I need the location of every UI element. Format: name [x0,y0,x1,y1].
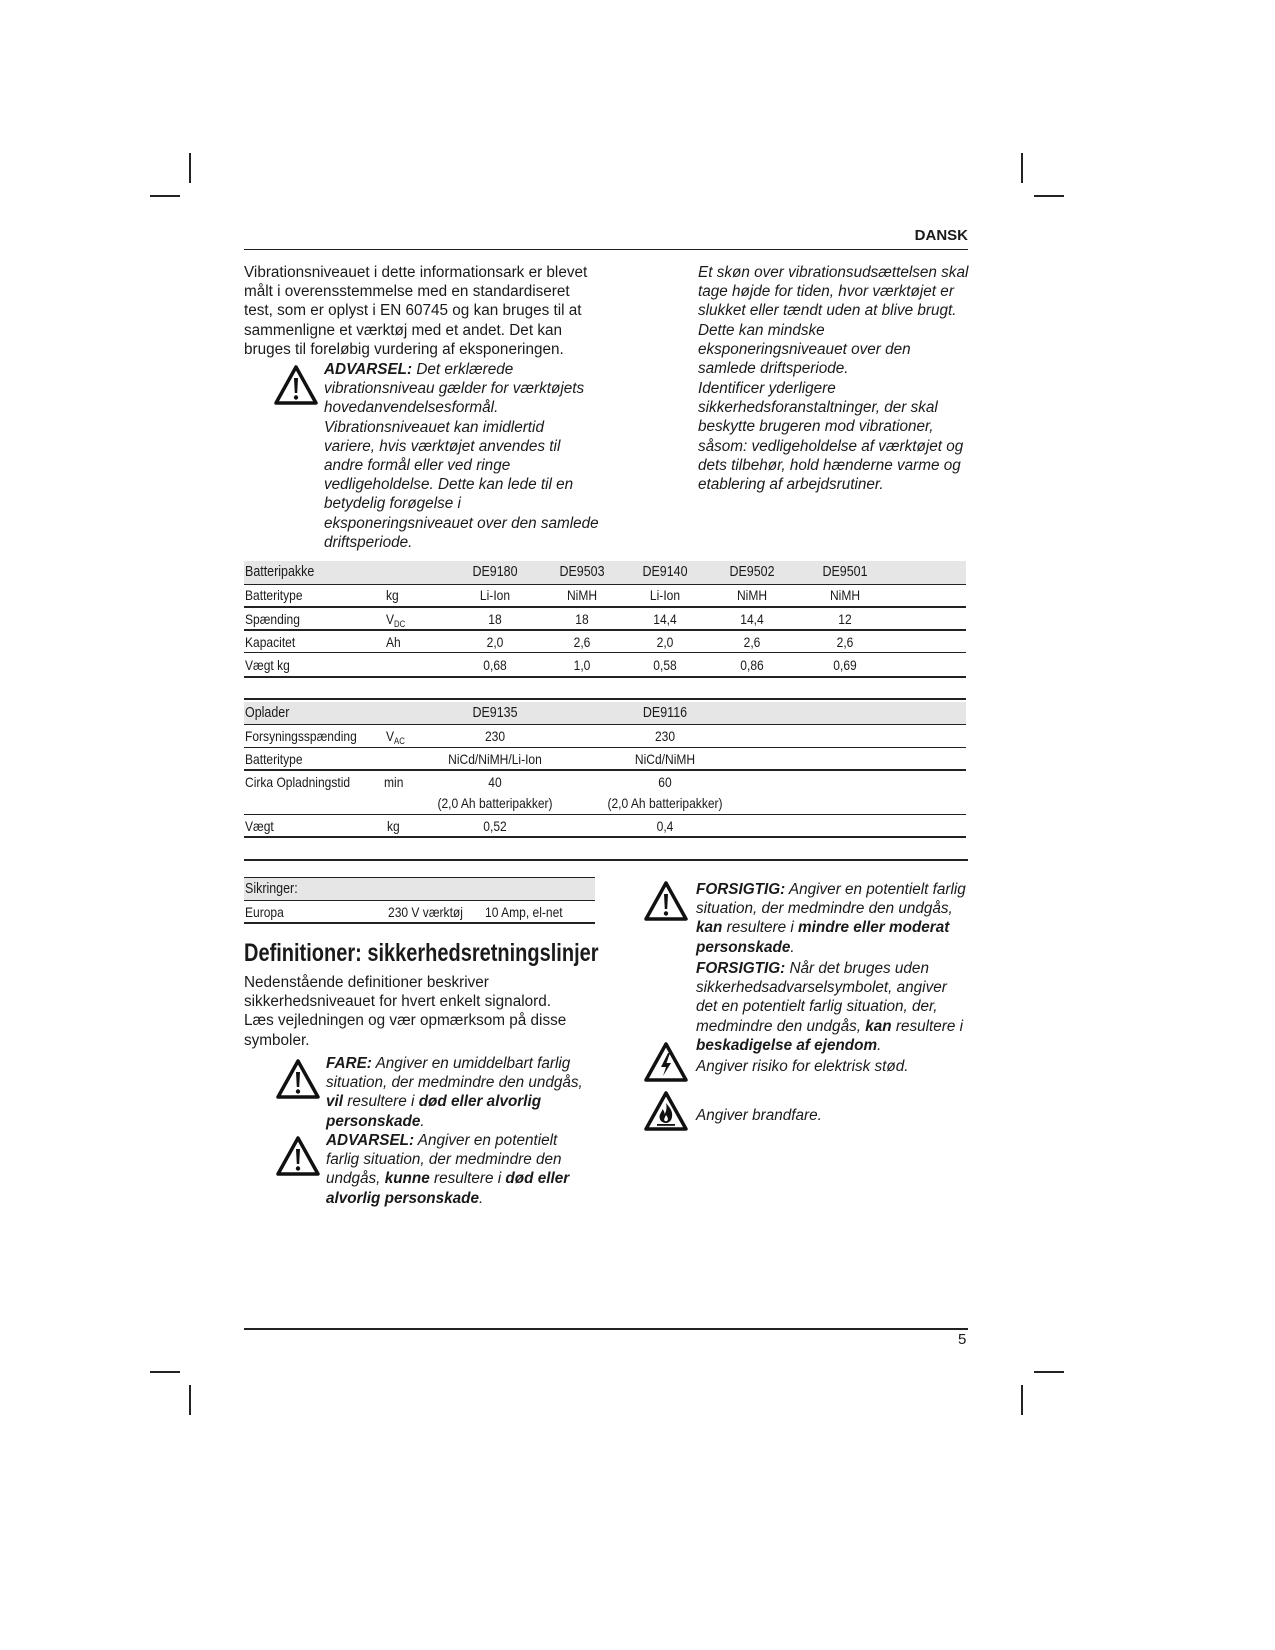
table-row-label: Batteritype [245,587,303,603]
definition-text: resultere i [726,919,794,937]
vibration-paragraph: Vibrationsniveauet i dette informationsark er blevet målt i overensstemmelse med en standardiseret test, som er oplyst i EN 60745 og kan bruges til at sammenligne et værktøj med et andet. Det kan bruges til foreløbig vurdering af eksponeringen. [244,264,588,358]
definition-text: resultere i [347,1093,415,1111]
table-row-label: Kapacitet [245,634,296,650]
table-rule [244,836,966,838]
unit-symbol: V [386,728,395,744]
table-cell: 2,0 [486,634,504,650]
battery-model: DE9180 [472,564,518,580]
vibration-warning [324,360,599,552]
table-cell: NiMH [736,587,768,603]
signal-word: FARE: [326,1055,372,1072]
fuse-rating: 10 Amp, el-net [485,904,563,920]
fire-hazard-icon [643,1090,689,1132]
table-rule [244,606,966,608]
unit-subscript: DC [394,619,406,629]
battery-header-label: Batteripakke [245,564,315,580]
table-cell: 0,58 [653,657,677,673]
table-cell: 1,0 [573,657,591,673]
table-rule [244,676,966,678]
table-cell: 0,86 [740,657,764,673]
table-rule [244,922,595,924]
warning-triangle-icon [273,364,319,406]
table-row-label: Spænding [245,611,300,627]
table-row-label: Cirka Opladningstid [245,774,351,790]
table-rule [244,747,966,748]
definitions-title: Definitioner: sikkerhedsretningslinjer [244,939,599,967]
header-rule [244,249,968,250]
emphasis: vil [326,1093,344,1111]
table-row-label: Batteritype [245,751,303,767]
crop-mark [1034,1371,1064,1373]
table-cell: 18 [488,611,502,627]
table-row-unit [386,728,405,746]
page-number: 5 [958,1331,967,1348]
signal-word: FORSIGTIG: [696,881,786,898]
table-cell: NiMH [829,587,861,603]
crop-mark [150,195,180,197]
crop-mark [189,1385,191,1415]
table-cell: 14,4 [653,611,677,627]
section-rule [244,859,968,861]
battery-model: DE9140 [642,564,688,580]
definition-text: resultere i [895,1017,964,1035]
table-cell: NiCd/NiMH [634,751,696,767]
table-rule [244,900,595,901]
definition-text: Angiver en potentielt farlig situation, der medmindre den undgås, [326,1132,562,1188]
crop-mark [1021,153,1023,183]
definition-end: . [479,1189,484,1207]
emphasis: død eller alvorlig personskade [326,1170,570,1207]
table-cell: 0,69 [833,657,857,673]
battery-model: DE9502 [729,564,775,580]
table-row-label: Vægt kg [245,657,290,673]
table-cell: 2,0 [656,634,674,650]
crop-mark [1034,195,1064,197]
definition-end: . [877,1036,882,1054]
table-rule [244,769,966,771]
crop-mark [1021,1385,1023,1415]
battery-model: DE9503 [559,564,605,580]
footer-rule [244,1328,968,1330]
table-row-unit: kg [387,818,400,834]
table-row-label: Vægt [245,818,274,834]
table-rule [244,584,966,585]
emphasis: død eller alvorlig personskade [326,1093,542,1130]
table-cell: 230 [484,728,506,744]
fuse-header-label: Sikringer: [245,881,298,897]
table-cell: 0,68 [483,657,507,673]
table-row-unit: min [384,774,404,790]
table-cell: NiCd/NiMH/Li-Ion [448,751,542,767]
caution-triangle-icon [643,880,689,922]
table-cell: 0,52 [483,818,507,834]
charger-model: DE9135 [472,705,518,721]
table-cell-note: (2,0 Ah batteripakker) [607,795,723,811]
table-cell: 2,6 [743,634,761,650]
signal-word: FORSIGTIG: [696,960,786,977]
crop-mark [150,1371,180,1373]
emphasis: kan [865,1017,892,1035]
table-row-unit: kg [386,587,399,603]
table-row-unit: Ah [386,634,401,650]
forsigtig-property-definition [696,959,968,1055]
electric-shock-text: Angiver risiko for elektrisk stød. [696,1058,909,1075]
charger-table-header-row [244,702,966,724]
crop-mark [189,153,191,183]
warning-label: ADVARSEL: [324,361,413,378]
battery-model: DE9501 [822,564,868,580]
emphasis: beskadigelse af ejendom [696,1036,878,1054]
charger-header-label: Oplader [245,705,290,721]
table-row-unit [386,611,405,629]
charger-model: DE9116 [642,705,688,721]
definitions-intro: Nedenstående definitioner beskriver sikkerhedsniveauet for hvert enkelt signalord. Læs vejledningen og vær opmærksom på disse symboler. [244,974,567,1049]
danger-triangle-icon [275,1058,321,1100]
vibration-estimate-paragraph: Et skøn over vibrationsudsættelsen skal tage højde for tiden, hvor værktøjet er slukket eller tændt uden at blive brugt. Dette kan mindske eksponeringsniveauet over den samlede driftsperiode. [698,264,969,378]
table-rule [244,814,966,815]
warning-triangle-icon [275,1135,321,1177]
unit-symbol: V [386,611,395,627]
table-cell: 0,4 [656,818,674,834]
signal-word: ADVARSEL: [326,1132,415,1149]
definition-text: Angiver en umiddelbart farlig situation, der medmindre den undgås, [326,1055,583,1092]
unit-subscript: AC [394,736,405,746]
table-cell: 14,4 [740,611,764,627]
warning-text: Det erklærede vibrationsniveau gælder for værktøjets hovedanvendelsesformål. Vibrationsniveauet kan imidlertid variere, hvis værktøjet anvendes til andre formål eller ved ringe vedligeholdelse. Dette kan lede til en betydelig forøgelse i eksponeringsniveauet over den samlede driftsperiode. [324,361,599,551]
table-rule [244,724,966,725]
table-cell: 18 [575,611,589,627]
emphasis: kunne [384,1170,430,1188]
emphasis: kan [696,919,723,937]
table-rule [244,629,966,631]
table-rule [244,652,966,653]
electric-shock-icon [643,1041,689,1083]
table-cell: 40 [488,774,502,790]
emphasis: mindre eller moderat personskade [696,919,950,956]
table-cell: 2,6 [836,634,854,650]
definition-end: . [790,938,795,956]
definition-end: . [420,1112,425,1130]
table-cell-note: (2,0 Ah batteripakker) [437,795,553,811]
table-row-label: Forsyningsspænding [245,728,357,744]
table-cell: 230 [654,728,676,744]
definition-text: Når det bruges uden sikkerhedsadvarselsymbolet, angiver det en potentielt farlig situation, der, medmindre den undgås, [696,960,947,1035]
table-cell: NiMH [566,587,598,603]
safety-measures-paragraph: Identificer yderligere sikkerhedsforanstaltninger, der skal beskytte brugeren mod vibrationer, såsom: vedligeholdelse af værktøjet og dets tilbehør, hold hænderne varme og etablering af arbejdsrutiner. [698,380,964,494]
table-cell: Li-Ion [479,587,511,603]
advarsel-definition [326,1131,594,1208]
fuse-region: Europa [245,904,284,920]
language-label: DANSK [914,227,968,244]
table-cell: 60 [658,774,672,790]
table-cell: Li-Ion [649,587,681,603]
forsigtig-definition [696,880,968,957]
definition-text: resultere i [433,1170,502,1188]
fuse-tool: 230 V værktøj [388,904,463,920]
fire-hazard-text: Angiver brandfare. [696,1107,822,1124]
table-cell: 2,6 [573,634,591,650]
table-cell: 12 [838,611,852,627]
table-rule [244,698,966,700]
fare-definition [326,1054,591,1131]
definition-text: Angiver en potentielt farlig situation, der medmindre den undgås, [696,881,966,918]
